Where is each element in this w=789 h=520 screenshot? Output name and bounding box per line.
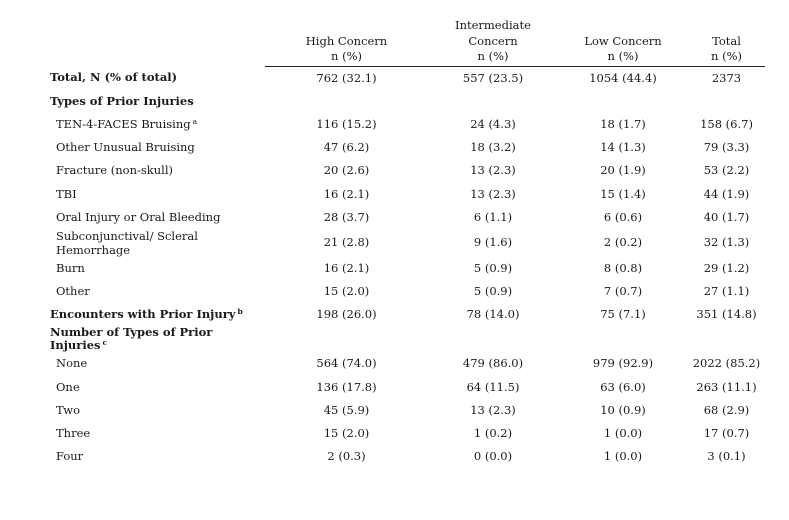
table-row [50,257,765,280]
table-cell: 75 (7.1) [600,307,646,322]
table-cell: 15 (1.4) [600,186,646,201]
table-cell: 198 (26.0) [316,307,377,322]
row-label [50,182,265,205]
table-row [50,159,765,182]
row-label-text: Total, N (% of total) [50,70,178,85]
table-cell: 15 (2.0) [323,284,370,299]
column-header-line2: Concern [468,33,518,48]
table-cell: 762 (32.1) [316,70,377,85]
table-cell: 1 (0.2) [473,426,513,441]
row-label-text: Number of Types of Prior Injuries [50,325,213,353]
table-cell [688,90,765,113]
table-row [50,399,765,422]
table-cell: 116 (15.2) [316,116,377,131]
column-header-line1 [558,18,688,34]
table-cell: 21 (2.8) [323,235,370,250]
table-row [50,326,765,352]
row-label [50,257,265,280]
prior-injuries-table [50,18,765,468]
footnote-marker: b [237,307,243,317]
table-cell: 18 (1.7) [600,116,646,131]
table-cell: 68 (2.9) [703,402,750,417]
row-label-text: Subconjunctival/ Scleral Hemorrhage [56,228,198,257]
table-cell: 479 (86.0) [462,356,524,371]
table-cell [265,90,428,113]
table-row [50,376,765,399]
table-cell: 78 (14.0) [466,307,520,322]
table-cell [428,326,558,352]
row-label [50,280,265,303]
row-label-text: Types of Prior Injuries [50,93,194,108]
row-label-text: Encounters with Prior Injury [50,307,236,322]
row-label-text: TEN-4-FACES Bruising [56,116,191,131]
table-header-row [50,18,765,66]
table-cell: 27 (1.1) [703,284,750,299]
table-cell: 28 (3.7) [323,209,370,224]
row-label [50,90,265,113]
table-cell: 20 (1.9) [600,163,646,178]
table-cell: 40 (1.7) [703,209,750,224]
column-header-low-concern [558,18,688,66]
column-header-line2: Low Concern [584,33,662,48]
column-header-line1: Intermediate [455,18,531,32]
table-cell: 2373 [711,70,742,85]
row-label-text: Two [56,402,81,417]
row-label-text: Other Unusual Bruising [56,140,195,155]
table-cell: 17 (0.7) [703,426,750,441]
table-cell: 20 (2.6) [323,163,370,178]
footnote-marker: a [192,116,198,126]
table-cell: 263 (11.1) [696,379,757,394]
table-cell: 7 (0.7) [603,284,643,299]
table-cell: 557 (23.5) [462,70,524,85]
table-cell: 18 (3.2) [470,140,516,155]
table-cell: 136 (17.8) [316,379,377,394]
row-label [50,303,265,326]
row-label [50,376,265,399]
table-cell: 53 (2.2) [703,163,750,178]
column-header-total [688,18,765,66]
table-cell: 13 (2.3) [470,163,516,178]
row-label [50,352,265,375]
table-row [50,303,765,326]
table-cell: 13 (2.3) [470,402,516,417]
row-label-text: Oral Injury or Oral Bleeding [56,209,221,224]
column-header-line3: n (%) [331,49,362,63]
table-cell: 1054 (44.4) [589,70,657,85]
table-cell: 79 (3.3) [703,140,750,155]
row-label-text: None [56,356,88,371]
table-row [50,352,765,375]
table-row [50,206,765,229]
row-label-text: Fracture (non-skull) [56,163,173,178]
table-cell: 63 (6.0) [600,379,646,394]
column-header-high-concern [265,18,428,66]
column-header-line3: n (%) [477,49,509,63]
table-cell [688,326,765,352]
table-cell: 13 (2.3) [470,186,516,201]
table-cell: 44 (1.9) [703,186,750,201]
row-label-header [50,18,265,66]
data-table-container [50,18,765,468]
column-header-line1 [688,18,765,34]
table-row [50,113,765,136]
column-header-line3: n (%) [607,49,639,63]
table-cell: 16 (2.1) [323,186,370,201]
table-cell: 29 (1.2) [703,260,750,275]
table-cell: 2 (0.3) [327,449,366,464]
table-cell [428,90,558,113]
table-cell [265,326,428,352]
row-label [50,136,265,159]
table-row [50,90,765,113]
row-label [50,326,265,352]
table-row [50,229,765,257]
row-label [50,113,265,136]
table-row [50,136,765,159]
table-cell: 45 (5.9) [323,402,370,417]
column-header-line2: High Concern [305,33,388,48]
row-label [50,206,265,229]
table-cell: 6 (0.6) [603,209,643,224]
row-label-text: Three [56,426,91,441]
table-row [50,422,765,445]
row-label-text: Four [56,449,84,464]
table-cell: 47 (6.2) [323,140,370,155]
row-label-text: TBI [56,186,77,201]
table-cell: 10 (0.9) [600,402,646,417]
table-cell: 564 (74.0) [316,356,377,371]
table-cell: 2 (0.2) [603,235,643,250]
table-cell: 64 (11.5) [466,379,520,394]
row-label [50,229,265,257]
table-cell: 14 (1.3) [600,140,646,155]
row-label [50,445,265,468]
column-header-line1 [265,18,428,34]
table-cell: 24 (4.3) [470,116,516,131]
table-cell: 1 (0.0) [603,449,643,464]
table-cell: 6 (1.1) [473,209,513,224]
row-label-text: One [56,379,80,394]
row-label-text: Burn [56,260,85,275]
table-cell: 5 (0.9) [473,284,513,299]
table-cell: 9 (1.6) [473,235,513,250]
table-cell: 3 (0.1) [707,449,746,464]
table-row [50,182,765,205]
column-header-intermediate-concern [428,18,558,66]
table-cell: 2022 (85.2) [692,356,761,371]
row-label [50,66,265,90]
row-label-text: Other [56,284,90,299]
table-cell [558,326,688,352]
row-label [50,422,265,445]
table-cell: 351 (14.8) [696,307,757,322]
table-cell: 15 (2.0) [323,426,370,441]
table-cell: 979 (92.9) [592,356,654,371]
table-cell: 158 (6.7) [700,116,753,131]
column-header-line2: Total [712,33,741,48]
row-label [50,399,265,422]
table-cell: 32 (1.3) [703,235,750,250]
table-body [50,66,765,468]
row-label [50,159,265,182]
table-cell: 5 (0.9) [473,260,513,275]
table-cell: 16 (2.1) [323,260,370,275]
column-header-line3: n (%) [711,49,742,63]
table-cell [558,90,688,113]
table-cell: 8 (0.8) [603,260,643,275]
footnote-marker: c [102,338,108,348]
table-row [50,280,765,303]
table-row [50,445,765,468]
table-cell: 1 (0.0) [603,426,643,441]
table-row [50,66,765,90]
table-cell: 0 (0.0) [473,449,513,464]
